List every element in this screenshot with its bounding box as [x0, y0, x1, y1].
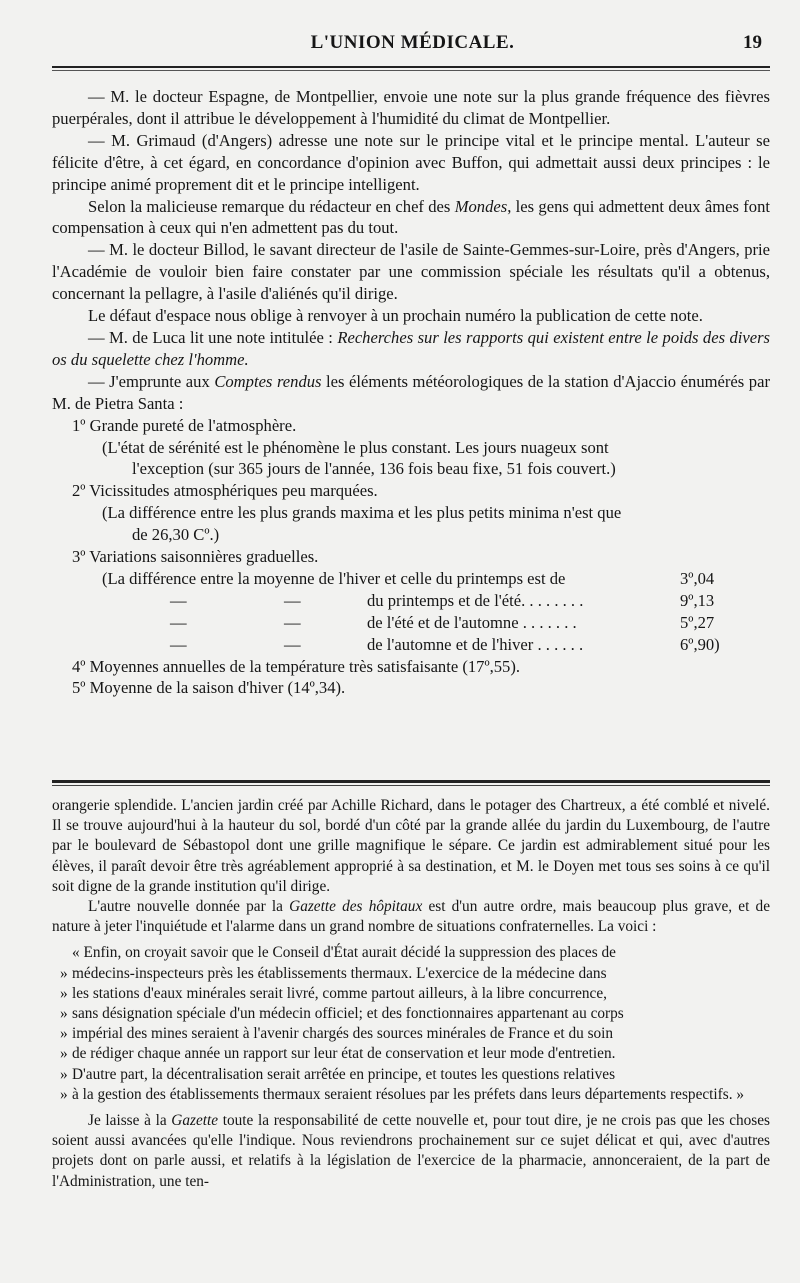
quote-line: [52, 1065, 770, 1085]
quote-line: [52, 964, 770, 984]
paragraph-mondes: [52, 196, 770, 240]
quote-text: à la gestion des établissements thermaux seraient résolues par les préfets dans leurs départements respectifs. »: [72, 1085, 744, 1103]
list-item-2: 2º Vicissitudes atmosphériques peu marquées.: [72, 481, 378, 501]
quote-text: sans désignation spéciale d'un médecin officiel; et des fonctionnaires appartenant au corps: [72, 1005, 624, 1023]
text-run: est d'un autre ordre, mais beaucoup plus grave, et de nature à jeter l'inquiétude et l'alarme dans un grand nombre de situations confraternelles. La voici :: [52, 898, 770, 936]
running-head: [55, 32, 770, 62]
paragraph-billod: — M. le docteur Billod, le savant directeur de l'asile de Sainte-Gemmes-sur-Loire, près d'Angers, prie l'Académie de vouloir bien faire constater par une commission spéciale les résultats qu'il a obtenus, concernant la pellagre, à l'asile d'aliénés qu'il dirige.: [52, 240, 770, 304]
paragraph-grimaud: — M. Grimaud (d'Angers) adresse une note sur le principe vital et le principe mental. L'auteur se félicite d'être, à cet égard, en concordance d'opinion avec Buffon, qui admettait aussi deux principes : le principe animé proprement dit et le principe intelligent.: [52, 130, 770, 194]
variation-row: [52, 612, 770, 634]
ditto-dash: —: [170, 634, 187, 654]
variation-label: de l'automne et de l'hiver . . . . . .: [367, 634, 584, 654]
feuilleton-column: [52, 796, 770, 1192]
variation-value: 9º,13: [680, 590, 715, 610]
variation-label: du printemps et de l'été. . . . . . . .: [367, 590, 584, 610]
list-item-5: 5º Moyenne de la saison d'hiver (14º,34).: [72, 678, 346, 698]
quote-text: médecins-inspecteurs près les établissements thermaux. L'exercice de la médecine dans: [72, 964, 607, 982]
list-item-3: 3º Variations saisonnières graduelles.: [72, 547, 319, 567]
variation-label: (La différence entre la moyenne de l'hiver et celle du printemps est de: [102, 568, 566, 588]
text-run: Selon la malicieuse remarque du rédacteur en chef des: [88, 196, 455, 216]
quote-text: impérial des mines seraient à l'avenir chargés des sources minérales de France et du soin: [72, 1025, 614, 1043]
list-item-1-detail-cont: l'exception (sur 365 jours de l'année, 136 fois beau fixe, 51 fois couvert.): [132, 459, 616, 479]
list-item-4: 4º Moyennes annuelles de la température très satisfaisante (17º,55).: [72, 656, 521, 676]
quote-line: [52, 1085, 770, 1105]
ditto-dash: —: [284, 634, 301, 654]
list-item-1-detail: (L'état de sérénité est le phénomène le plus constant. Les jours nuageux sont: [102, 437, 609, 457]
text-run: — J'emprunte aux: [88, 371, 215, 391]
variation-row: [52, 568, 770, 590]
quote-line: [52, 984, 770, 1004]
upper-column: [52, 86, 770, 699]
quote-text: de rédiger chaque année un rapport sur leur état de conservation et leur mode d'entretien.: [72, 1045, 616, 1063]
quote-mark: »: [60, 1025, 68, 1043]
page-number: 19: [743, 32, 762, 53]
paragraph-responsabilite: [52, 1111, 770, 1192]
paragraph-de-luca: [52, 327, 770, 371]
paragraph-comptes-rendus: [52, 371, 770, 415]
quote-mark: »: [60, 1065, 68, 1083]
ditto-dash: —: [284, 590, 301, 610]
paragraph-space-note: Le défaut d'espace nous oblige à renvoyer à un prochain numéro la publication de cette note.: [88, 306, 703, 326]
variation-value: 6º,90): [680, 634, 720, 654]
header-rule: [52, 66, 770, 71]
list-item-1: 1º Grande pureté de l'atmosphère.: [72, 415, 297, 435]
quote-line: [52, 1004, 770, 1024]
text-run: — M. de Luca lit une note intitulée :: [88, 327, 338, 347]
quote-line: [52, 943, 770, 963]
variation-row: [52, 590, 770, 612]
journal-title: Gazette: [171, 1112, 219, 1130]
ditto-dash: —: [284, 612, 301, 632]
text-run: Je laisse à la: [88, 1112, 172, 1130]
paragraph-espagne: — M. le docteur Espagne, de Montpellier, envoie une note sur la plus grande fréquence des fièvres puerpérales, dont il attribue le développement à l'humidité du climat de Montpellier.: [52, 87, 770, 128]
variation-value: 5º,27: [680, 612, 715, 632]
quote-mark: »: [60, 1005, 68, 1023]
quote-text: D'autre part, la décentralisation serait arrêtée en principe, et toutes les questions relatives: [72, 1065, 616, 1083]
variation-row: [52, 634, 770, 656]
quote-mark: »: [60, 964, 68, 982]
variation-value: 3º,04: [680, 568, 715, 588]
journal-title: Comptes rendus: [214, 371, 322, 391]
paragraph-gazette: [52, 897, 770, 937]
quote-mark: »: [60, 1085, 68, 1103]
quote-line: [52, 1024, 770, 1044]
variation-label: de l'été et de l'automne . . . . . . .: [367, 612, 577, 632]
list-item-2-detail: (La différence entre les plus grands maxima et les plus petits minima n'est que: [102, 503, 622, 523]
text-run: L'autre nouvelle donnée par la: [88, 898, 290, 916]
text-run: toute la responsabilité de cette nouvelle et, pour tout dire, je ne crois pas que les choses soient aussi avancées qu'elle l'indique. Nous reviendrons prochainement sur ce sujet délicat et qui, avec d'autres projets dont on parle aussi, et relatifs à la législation de l'exercice de la pharmacie, annonceraient, de la part de l'Administration, une ten-: [52, 1112, 770, 1190]
section-separator: [52, 780, 770, 786]
list-item-2-detail-cont: de 26,30 Cº.): [132, 525, 220, 545]
ditto-dash: —: [170, 590, 187, 610]
running-title: L'UNION MÉDICALE.: [310, 32, 515, 53]
ditto-dash: —: [170, 612, 187, 632]
text-run: , les gens qui admettent deux âmes font compensation à ceux qui n'en admettent pas du tout.: [52, 196, 771, 238]
quote-mark: »: [60, 984, 68, 1002]
paragraph-jardin: orangerie splendide. L'ancien jardin créé par Achille Richard, dans le potager des Chartreux, a été comblé et nivelé. Il se trouve aujourd'hui à la hauteur du sol, bordé d'un côté par la grande allée du jardin du Luxembourg, de l'autre par le boulevard de Sébastopol dont une grille magnifique le sépare. Ce jardin est admirablement situé pour les élèves, il paraît devoir être très agréablement approprié à sa destination, et M. le Doyen met tous ses soins à ce qu'il soit digne de la grande institution qu'il dirige.: [52, 797, 770, 895]
journal-title: Mondes: [454, 196, 508, 216]
text-run: les éléments météorologiques de la station d'Ajaccio énumérés par M. de Pietra Santa :: [52, 371, 770, 413]
note-title: Recherches sur les rapports qui existent entre le poids des divers os du squelette chez l'homme.: [52, 327, 770, 369]
journal-title: Gazette des hôpitaux: [289, 898, 423, 916]
quote-line: [52, 1044, 770, 1064]
quote-text: « Enfin, on croyait savoir que le Conseil d'État aurait décidé la suppression des places de: [72, 944, 616, 962]
quote-text: les stations d'eaux minérales serait livré, comme partout ailleurs, à la libre concurrence,: [72, 984, 607, 1002]
quote-mark: »: [60, 1045, 68, 1063]
